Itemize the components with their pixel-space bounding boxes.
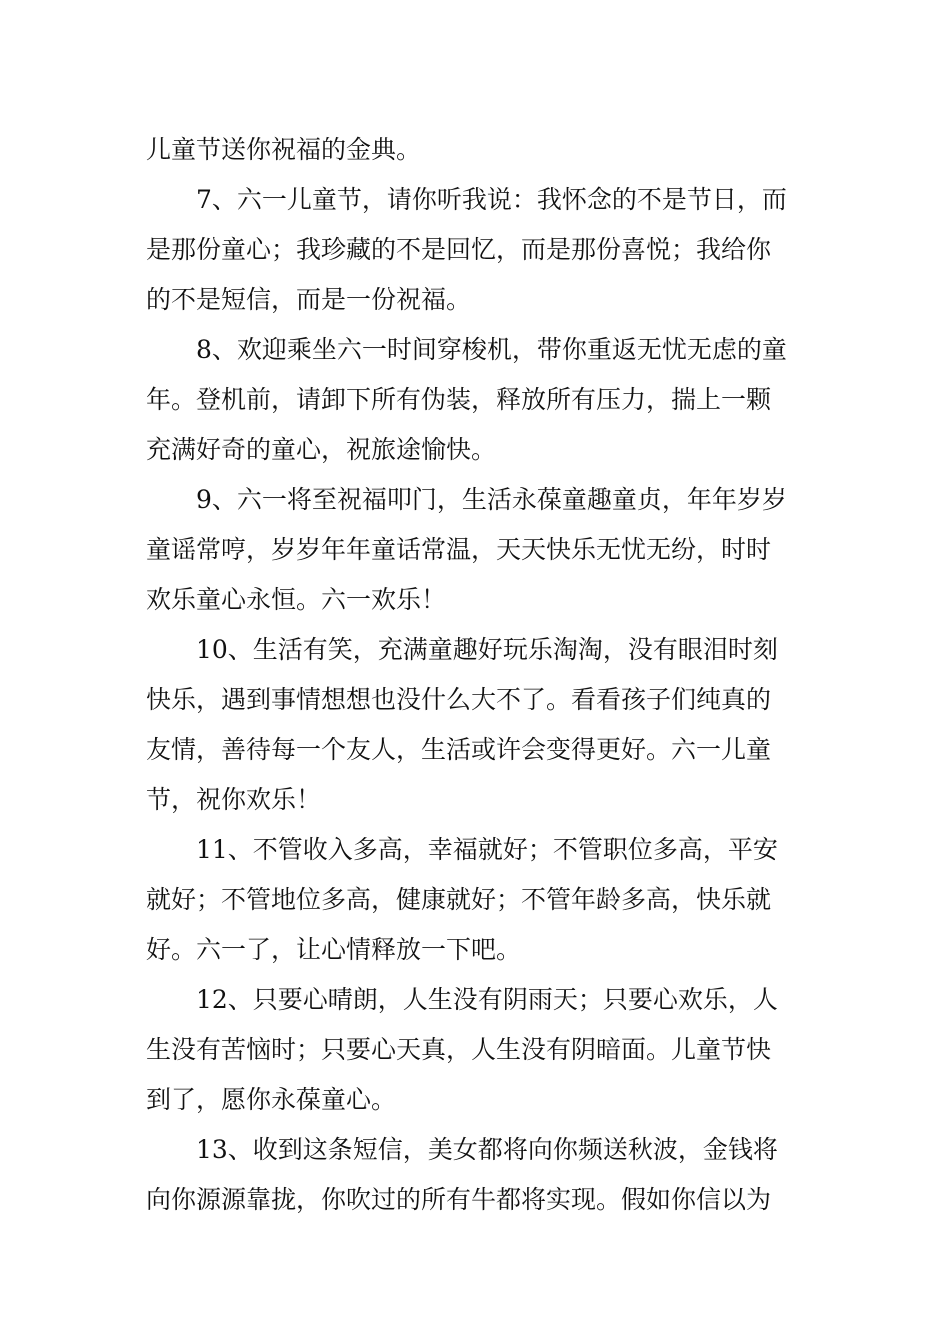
text-line: 13、收到这条短信，美女都将向你频送秋波，金钱将	[196, 1135, 778, 1164]
text-line: 充满好奇的童心，祝旅途愉快。	[146, 435, 497, 464]
text-line: 是那份童心；我珍藏的不是回忆，而是那份喜悦；我给你	[146, 235, 772, 264]
text-line: 儿童节送你祝福的金典。	[146, 135, 422, 164]
text-line: 就好；不管地位多高，健康就好；不管年龄多高，快乐就	[146, 885, 772, 914]
text-line: 欢乐童心永恒。六一欢乐！	[146, 585, 447, 614]
text-line: 童谣常哼，岁岁年年童话常温，天天快乐无忧无纷，时时	[146, 535, 772, 564]
text-line: 年。登机前，请卸下所有伪装，释放所有压力，揣上一颗	[146, 385, 772, 414]
text-line: 7、六一儿童节，请你听我说：我怀念的不是节日，而	[196, 185, 787, 214]
text-line: 生没有苦恼时；只要心天真，人生没有阴暗面。儿童节快	[146, 1035, 772, 1064]
text-line: 8、欢迎乘坐六一时间穿梭机，带你重返无忧无虑的童	[196, 335, 787, 364]
text-line: 好。六一了，让心情释放一下吧。	[146, 935, 522, 964]
text-line: 友情，善待每一个友人，生活或许会变得更好。六一儿童	[146, 735, 772, 764]
text-line: 快乐，遇到事情想想也没什么大不了。看看孩子们纯真的	[146, 685, 772, 714]
text-line: 的不是短信，而是一份祝福。	[146, 285, 472, 314]
text-line: 11、不管收入多高，幸福就好；不管职位多高，平安	[196, 835, 778, 864]
text-line: 9、六一将至祝福叩门，生活永葆童趣童贞，年年岁岁	[196, 485, 787, 514]
text-line: 12、只要心晴朗，人生没有阴雨天；只要心欢乐，人	[196, 985, 778, 1014]
text-line: 到了，愿你永葆童心。	[146, 1085, 397, 1114]
text-line: 节，祝你欢乐！	[146, 785, 322, 814]
text-line: 向你源源靠拢，你吹过的所有牛都将实现。假如你信以为	[146, 1185, 772, 1214]
text-line: 10、生活有笑，充满童趣好玩乐淘淘，没有眼泪时刻	[196, 635, 778, 664]
